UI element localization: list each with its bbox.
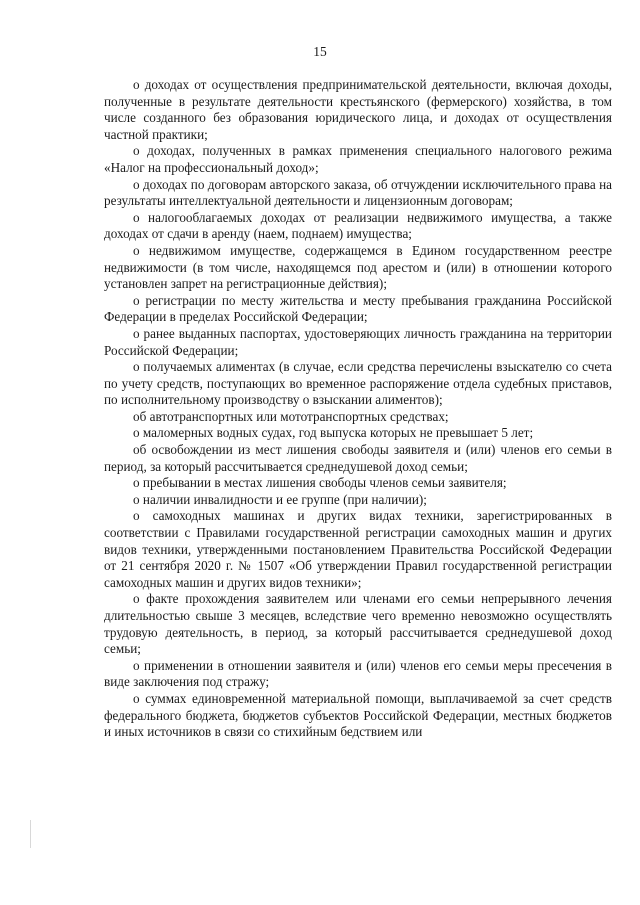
page-number: 15	[313, 44, 327, 59]
paragraph: о самоходных машинах и других видах техники, зарегистрированных в соответствии с Правилами государственной регистрации самоходных машин и других видов техники, утвержденными постановлением Правительства Российской Федерации от 21 сентября 2020 г. № 1507 «Об утверждении Правил государственной регистрации самоходных машин и других видов техники»;	[104, 508, 612, 590]
document-body	[104, 77, 612, 741]
paragraph: о доходах от осуществления предпринимательской деятельности, включая доходы, полученные в результате деятельности крестьянского (фермерского) хозяйства, в том числе созданного без образования юридического лица, и доходах от осуществления частной практики;	[104, 77, 612, 142]
paragraph: о доходах, полученных в рамках применения специального налогового режима «Налог на профессиональный доход»;	[104, 143, 612, 175]
paragraph: о маломерных водных судах, год выпуска которых не превышает 5 лет;	[133, 425, 534, 441]
paragraph: о применении в отношении заявителя и (или) членов его семьи меры пресечения в виде заключения под стражу;	[104, 657, 612, 690]
scan-margin-mark	[30, 820, 31, 848]
paragraph: об освобождении из мест лишения свободы заявителя и (или) членов его семьи в период, за который рассчитывается среднедушевой доход семьи;	[104, 442, 612, 474]
paragraph: об автотранспортных или мототранспортных средствах;	[133, 408, 449, 424]
paragraph: о налогооблагаемых доходах от реализации недвижимого имущества, а также доходах от сдачи в аренду (наем, поднаем) имущества;	[104, 209, 612, 242]
paragraph: о ранее выданных паспортах, удостоверяющих личность гражданина на территории Российской Федерации;	[104, 325, 612, 358]
paragraph: о недвижимом имуществе, содержащемся в Едином государственном реестре недвижимости (в том числе, находящемся под арестом и (или) в отношении которого установлен запрет на регистрационные действия);	[104, 242, 612, 292]
paragraph: о регистрации по месту жительства и месту пребывания гражданина Российской Федерации в пределах Российской Федерации;	[104, 292, 612, 325]
paragraph: о факте прохождения заявителем или членами его семьи непрерывного лечения длительностью свыше 3 месяцев, вследствие чего временно невозможно осуществлять трудовую деятельность, в период, за который рассчитывается среднедушевой доход семьи;	[104, 591, 612, 657]
paragraph: о суммах единовременной материальной помощи, выплачиваемой за счет средств федерального бюджета, бюджетов субъектов Российской Федерации, местных бюджетов и иных источников в связи со стихийным бедствием или	[104, 690, 612, 740]
paragraph: о наличии инвалидности и ее группе (при наличии);	[133, 491, 427, 507]
paragraph: о получаемых алиментах (в случае, если средства перечислены взыскателю со счета по учету средств, поступающих во временное распоряжение отдела судебных приставов, по исполнительному производству о взыскании алиментов);	[104, 359, 612, 408]
paragraph: о пребывании в местах лишения свободы членов семьи заявителя;	[133, 475, 507, 491]
paragraph: о доходах по договорам авторского заказа, об отчуждении исключительного права на результаты интеллектуальной деятельности и лицензионным договорам;	[104, 176, 612, 209]
